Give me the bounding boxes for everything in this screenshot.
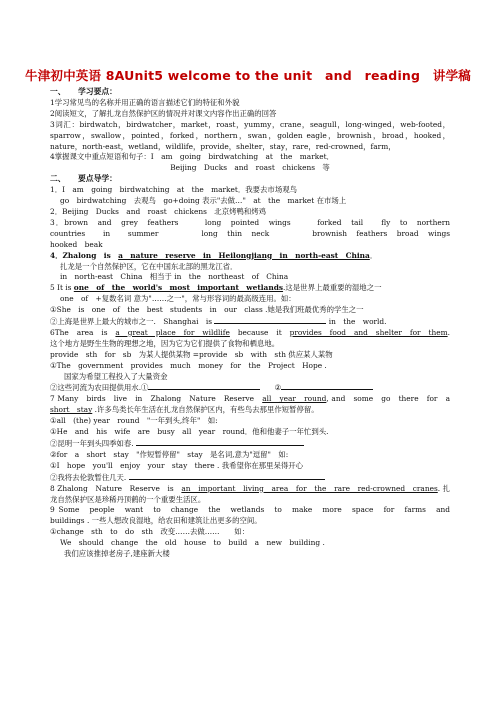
guide-item-6-example-2	[50, 382, 450, 394]
sentence-end: , and some go there for a	[326, 394, 450, 404]
example-text: in the world.	[328, 317, 387, 327]
guide-item-8	[50, 484, 450, 495]
guide-item-3-line-2: countries in summer long thin neck brownish feathers broad wings	[50, 228, 450, 238]
example-text: ②昆明一年到头四季如春.	[50, 439, 134, 448]
sentence-end: .这是世界上最重要的湿地之一	[283, 283, 382, 293]
sentence-start: 5 It is	[50, 283, 74, 293]
sentence-end: . 扎	[437, 483, 450, 493]
guide-item-2: 2．Beijing Ducks and roast chickens 北京烤鸭和烤鸡	[50, 206, 267, 216]
guide-item-9-translation: buildings . 一些人想改良湿地，给农田和建筑让出更多的空间。	[50, 516, 262, 526]
guide-item-7-note-1: ①all (the) year round "一年到头,终年" 如:	[50, 416, 218, 426]
vocab-line-1: 3词汇：birdwatch，birdwatcher，market，roast，yummy，crane，seagull，long-winged，web-footed，	[50, 119, 450, 129]
guide-item-4	[50, 251, 450, 262]
section-title: 要点导学：	[78, 174, 117, 184]
document-body	[50, 87, 450, 560]
guide-item-9-note: ①change sth to do sth 改变……去做…… 如：	[50, 527, 250, 537]
sentence-start: 8 Zhalong Nature Reserve is	[50, 483, 182, 493]
underlined-phrase: provides food and shelter for them	[289, 327, 448, 337]
guide-item-6-example-1: ①The government provides much money for the Project Hope .	[50, 360, 327, 370]
example-text: ②	[274, 383, 282, 393]
guide-item-5-note: one of +复数名词 意为"……之一"，常与形容词的最高级连用。如：	[60, 294, 296, 304]
key-point-1: 1学习常见鸟的名称并用正确的语言描述它们的特征和外貌	[50, 97, 240, 107]
guide-item-4-note: in north-east China 相当于 in the northeast of China	[60, 272, 289, 282]
sentence-start: 4．Zhalong is	[50, 250, 119, 260]
guide-item-7	[50, 394, 450, 405]
section-heading-guide	[50, 174, 450, 185]
vocab-line-3: nature，north-east，wetland，wildlife，provide，shelter，stay，rare，red-crowned，farm，	[50, 141, 396, 151]
underlined-phrase: all year round	[262, 394, 327, 404]
guide-item-7-example-4	[50, 472, 450, 484]
answer-blank[interactable]	[129, 472, 325, 480]
guide-item-9-example: We should change the old house to build a new building .	[60, 538, 325, 548]
answer-blank[interactable]	[136, 438, 304, 446]
guide-item-7-note-2: ②for a short stay "作短暂停留" stay 是名词,意为"逗留" 如:	[50, 449, 289, 459]
guide-item-6-translation: 这个地方是野生生物的理想之地，因为它为它们提供了食物和栖息地。	[50, 338, 280, 348]
guide-item-7-example-3: ①I hope you'll enjoy your stay there . 我希望你在那里呆得开心	[50, 460, 304, 470]
guide-item-9-example-translation: 我们应该推掉老房子,建座新大楼	[64, 549, 170, 559]
key-point-4-cont: Beijing Ducks and roast chickens 等	[170, 163, 330, 173]
guide-item-7-example-1: ①He and his wife are busy all year round．他和他妻子一年忙到头.	[50, 427, 329, 437]
guide-item-5-example-1: ①She is one of the best students in our class .她是我们班最优秀的学生之一	[50, 305, 364, 315]
sentence-end: .	[447, 327, 450, 337]
key-point-2: 2阅读短文，了解扎龙自然保护区的情况并对课文内容作出正确的回答	[50, 108, 277, 118]
section-heading-key-points	[50, 87, 450, 98]
example-text: ②上海是世界上最大的城市之一. Shanghai is	[50, 317, 213, 327]
sentence-end: ．	[369, 250, 378, 260]
underlined-phrase: a great place for wildlife	[115, 327, 230, 337]
guide-item-5	[50, 283, 450, 294]
guide-item-8-translation: 龙自然保护区是珍稀丹顶鹤的一个重要生活区。	[50, 494, 206, 504]
key-point-4: 4掌握课文中重点短语和句子：I am going birdwatching at the market．	[50, 152, 334, 162]
sentence-end: .许多鸟类长年生活在扎龙自然保护区内，有些鸟去那里作短暂停留。	[92, 405, 319, 415]
guide-item-5-example-2	[50, 316, 450, 328]
answer-blank[interactable]	[148, 382, 260, 390]
underlined-phrase: short stay	[50, 405, 93, 415]
sentence-middle: because it	[229, 327, 290, 337]
guide-item-1: 1．I am going birdwatching at the market．我要去市场观鸟	[50, 185, 297, 195]
vocab-line-2: sparrow，swallow，pointed，forked，northern，swan，golden eagle，brownish，broad，hooked，	[50, 130, 450, 140]
section-number: 一、	[50, 87, 66, 96]
underlined-phrase: one of the world's most important wetlands	[73, 283, 284, 293]
example-text: ②我将去伦敦暂住几天.	[50, 472, 127, 482]
answer-blank[interactable]	[281, 382, 373, 390]
guide-item-6	[50, 328, 450, 339]
section-title: 学习要点：	[78, 87, 117, 96]
guide-item-1-note: go birdwatching 去观鸟 go+doing 表示"去做…" at the market 在市场上	[60, 196, 347, 206]
guide-item-9: 9 Some people want to change the wetlands to make more space for farms and	[50, 505, 450, 515]
page-title: 牛津初中英语 8AUnit5 welcome to the unit and reading 讲学稿	[25, 68, 471, 83]
answer-blank[interactable]	[214, 316, 326, 324]
sentence-start: 7 Many birds live in Zhalong Nature Reserve	[50, 394, 263, 404]
guide-item-6-note: provide sth for sb 为某人提供某物 =provide sb with sth 供应某人某物	[50, 349, 333, 359]
guide-item-4-translation: 扎龙是一个自然保护区，它在中国东北部的黑龙江省．	[60, 261, 238, 271]
example-text: ②这些河流为农田提供用水.①	[50, 383, 149, 393]
guide-item-6-example-1-translation: 国家为希望工程投入了大量资金	[64, 371, 168, 381]
sentence-start: 6The area is	[50, 327, 116, 337]
section-number: 二、	[50, 174, 66, 184]
guide-item-7-cont	[50, 405, 450, 416]
underlined-phrase: an important living area for the rare red-crowned cranes	[181, 483, 438, 493]
underlined-phrase: a nature reserve in Heilongjiang in north-east China	[118, 250, 370, 260]
guide-item-7-example-2	[50, 438, 450, 450]
guide-item-3-line-1: 3．brown and grey feathers long pointed wings forked tail fly to northern	[50, 217, 450, 227]
guide-item-3-line-3: hooked beak	[50, 239, 103, 249]
